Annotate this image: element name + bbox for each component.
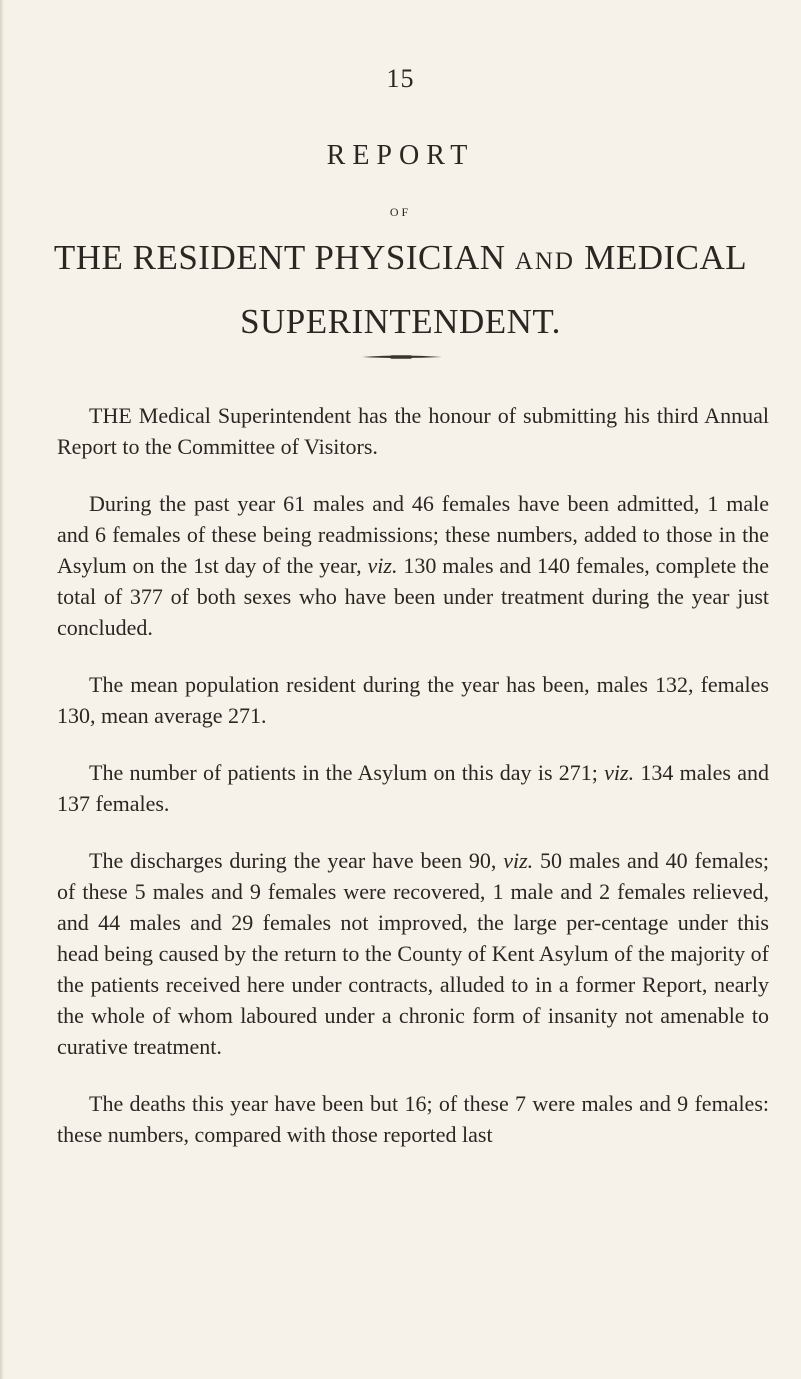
heading-line-2: SUPERINTENDENT. [240,302,561,341]
heading-line-1 [0,228,801,292]
ornamental-rule [362,353,442,361]
discharges-text-a: The discharges during the year have been 90, [89,848,504,873]
report-title: REPORT [326,140,475,171]
paragraph-mean-population: The mean population resident during the year has been, males 132, females 130, mean average 271. [57,672,769,728]
heading-part-2: MEDICAL [584,238,748,277]
report-heading [0,228,801,352]
paragraph-deaths: The deaths this year have been but 16; of these 7 were males and 9 females: these numbers, compared with those reported last [57,1091,769,1147]
admissions-text-b: 130 males and 140 females, complete the total of 377 of both sexes who have been under treatment during the year just concluded. [57,553,770,640]
paragraph-current-patients [57,757,769,819]
current-patients-text-a: The number of patients in the Asylum on this day is 271; [89,760,605,785]
current-patients-viz: viz. [604,760,635,785]
of-label: OF [389,205,412,219]
admissions-text-a: During the past year 61 males and 46 females have been admitted, 1 male and 6 females of these being readmissions; these numbers, added to those in the Asylum on the 1st day of the year, [57,491,769,578]
current-patients-text-b: 134 males and 137 females. [57,760,769,816]
report-body [57,400,769,1176]
heading-part-1: THE RESIDENT PHYSICIAN [53,238,506,277]
paragraph-introduction: THE Medical Superintendent has the honour of submitting his third Annual Report to the Committee of Visitors. [57,403,769,459]
heading-and: AND [514,248,575,275]
discharges-viz: viz. [503,848,534,873]
discharges-text-b: 50 males and 40 females; of these 5 males and 9 females were recovered, 1 male and 2 females relieved, and 44 males and 29 females not improved, the large per-centage under this head being caused by the return to the County of Kent Asylum of the majority of the patients received here under contracts, alluded to in a former Report, nearly the whole of whom laboured under a chronic form of insanity not amenable to curative treatment. [57,848,770,1059]
paragraph-admissions [57,488,769,643]
paragraph-discharges [57,845,769,1062]
page-number: 15 [386,64,415,93]
admissions-viz: viz. [367,553,398,578]
